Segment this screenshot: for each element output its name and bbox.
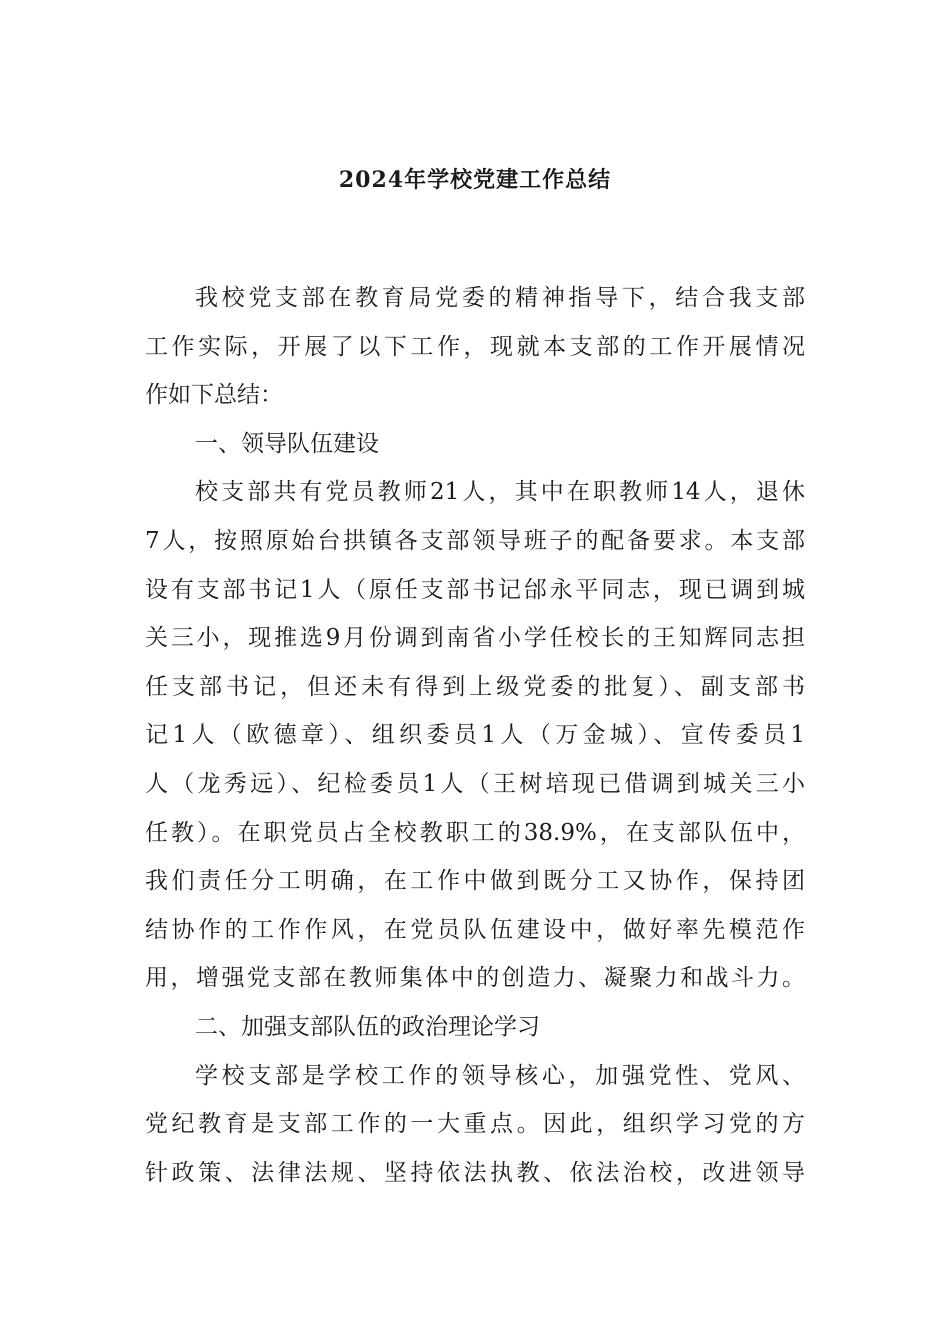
text-line: 任教）。在职党员占全校教职工的38.9%，在支部队伍中， [145,819,805,846]
text-line: 工作实际，开展了以下工作，现就本支部的工作开展情况 [145,333,805,360]
text-line: 关三小，现推选9月份调到南省小学任校长的王知辉同志担 [145,625,805,652]
text-line: 党纪教育是支部工作的一大重点。因此，组织学习党的方 [145,1111,805,1138]
text-line: 我们责任分工明确，在工作中做到既分工又协作，保持团 [145,868,805,895]
section-heading: 二、加强支部队伍的政治理论学习 [195,1013,540,1040]
text-line: 校支部共有党员教师21人，其中在职教师14人，退休 [195,479,805,506]
text-line: 结协作的工作作风，在党员队伍建设中，做好率先模范作 [145,916,805,943]
text-line: 作如下总结： [145,382,283,409]
text-line: 用，增强党支部在教师集体中的创造力、凝聚力和战斗力。 [145,965,805,992]
document-body [145,274,805,1197]
document-title: 2024年学校党建工作总结 [338,167,612,193]
text-line: 学校支部是学校工作的领导核心，加强党性、党风、 [195,1062,805,1089]
text-line: 我校党支部在教育局党委的精神指导下，结合我支部 [195,285,805,311]
text-line: 设有支部书记1人（原任支部书记邰永平同志，现已调到城 [145,576,805,603]
text-line: 针政策、法律法规、坚持依法执教、依法治校，改进领导 [145,1159,805,1186]
text-line: 7人，按照原始台拱镇各支部领导班子的配备要求。本支部 [145,527,805,554]
text-line: 任支部书记，但还未有得到上级党委的批复）、副支部书 [145,673,805,700]
section-heading: 一、领导队伍建设 [195,430,379,457]
text-line: 记1人（欧德章）、组织委员1人（万金城）、宣传委员1 [145,722,805,749]
text-line: 人（龙秀远）、纪检委员1人（王树培现已借调到城关三小 [145,770,805,797]
